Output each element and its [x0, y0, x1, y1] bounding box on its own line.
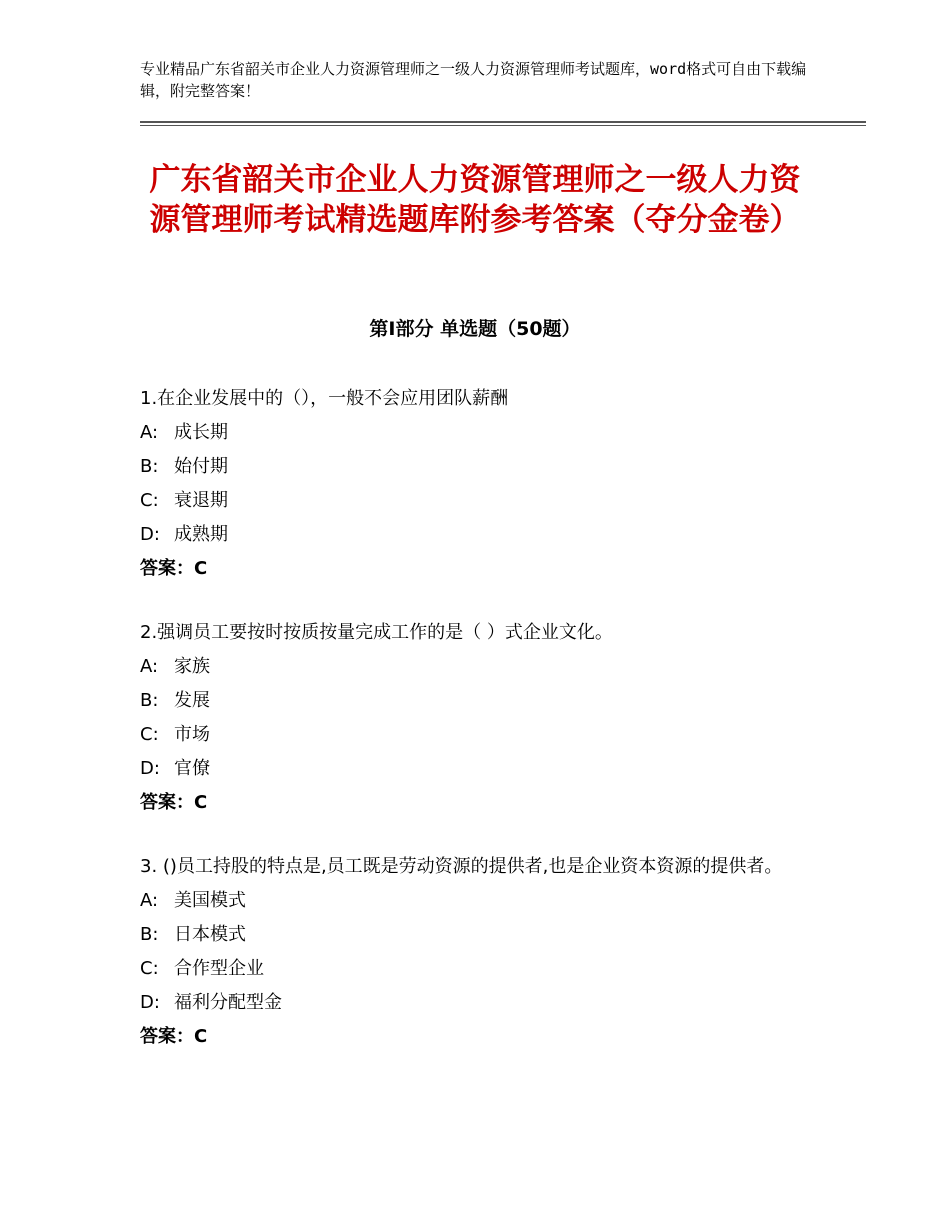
- option-b: B: 日本模式: [140, 924, 246, 945]
- option-d: D: 福利分配型金: [140, 992, 282, 1013]
- option-b: B: 发展: [140, 690, 210, 711]
- section-heading: 第Ⅰ部分 单选题（50题）: [369, 318, 581, 340]
- question-2: [140, 616, 820, 820]
- answer: 答案：C: [140, 792, 208, 813]
- question-stem: 3. ()员工持股的特点是,员工既是劳动资源的提供者,也是企业资本资源的提供者。: [140, 856, 783, 877]
- option-d: D: 成熟期: [140, 524, 228, 545]
- option-b: B: 始付期: [140, 456, 228, 477]
- option-c: C: 市场: [140, 724, 210, 745]
- document-title: 广东省韶关市企业人力资源管理师之一级人力资源管理师考试精选题库附参考答案（夺分金卷）: [149, 162, 801, 238]
- header-rule-thick: [140, 121, 866, 123]
- answer: 答案：C: [140, 1026, 208, 1047]
- option-a: A: 成长期: [140, 422, 228, 443]
- option-c: C: 合作型企业: [140, 958, 264, 979]
- option-d: D: 官僚: [140, 758, 210, 779]
- question-stem: 1.在企业发展中的（），一般不会应用团队薪酬: [140, 388, 509, 409]
- question-list: [140, 382, 820, 1084]
- question-stem: 2.强调员工要按时按质按量完成工作的是（ ）式企业文化。: [140, 622, 613, 643]
- header-rule-thin: [140, 125, 866, 126]
- question-3: [140, 850, 820, 1054]
- option-a: A: 美国模式: [140, 890, 246, 911]
- option-a: A: 家族: [140, 656, 210, 677]
- question-1: [140, 382, 820, 586]
- option-c: C: 衰退期: [140, 490, 228, 511]
- header-note: 专业精品广东省韶关市企业人力资源管理师之一级人力资源管理师考试题库，word格式可自由下载编辑，附完整答案！: [140, 60, 807, 100]
- answer: 答案：C: [140, 558, 208, 579]
